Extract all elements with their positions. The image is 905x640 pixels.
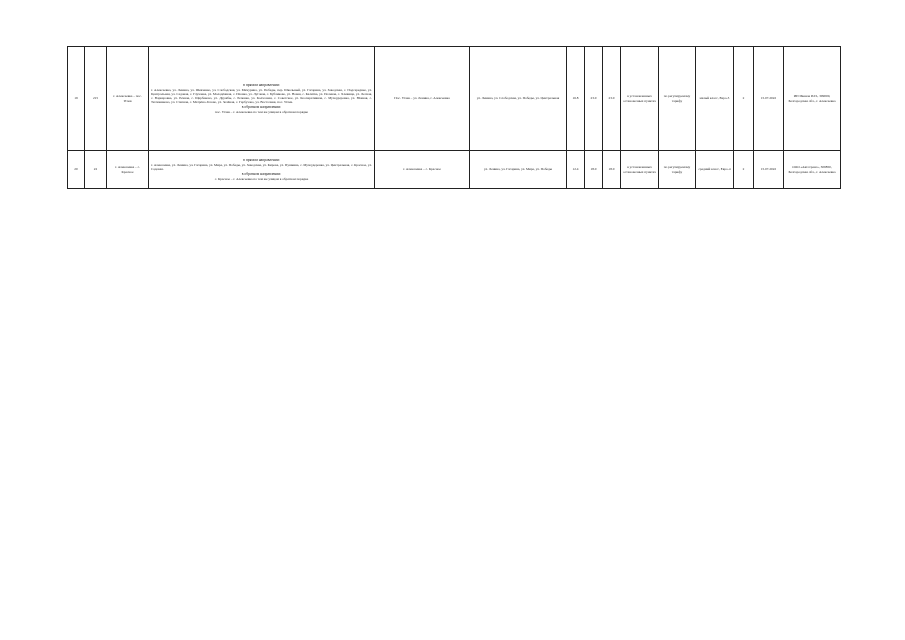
travel-time-forward: 18.0 — [585, 151, 603, 189]
vehicle-class: средний класс, Евро-4 — [696, 151, 734, 189]
route-path: г. Алексеевка, ул. Ленина, ул. Гагарина, ул. Мира, ул. Победы, ул. Заводская, ул. Кирова, ул. Пушкина, с. Мухоудеровка, ул. Центральная, с. Красное, ул. Садовая. — [151, 162, 372, 171]
vehicle-count: 2 — [734, 47, 754, 151]
registration-number: 215 — [85, 47, 107, 151]
route-description — [149, 47, 375, 151]
row-number: 19 — [68, 47, 85, 151]
table-row — [68, 151, 841, 189]
tariff-type: по регулируемому тарифу — [659, 47, 696, 151]
table-row — [68, 47, 841, 151]
tariff-type: по регулируемому тарифу — [659, 151, 696, 189]
registration-number: 22 — [85, 151, 107, 189]
registry-table — [67, 46, 841, 189]
start-date: 15.07.2022 — [754, 47, 784, 151]
street-list: ул. Ленина, ул. Гагарина, ул. Мира, ул. Победы — [470, 151, 567, 189]
row-number: 20 — [68, 151, 85, 189]
route-name: г. Алексеевка – с. Красное — [107, 151, 149, 189]
stop-procedure: в установленных остановочных пунктах — [621, 47, 659, 151]
direction-heading: в прямом направлении: — [243, 157, 280, 162]
carrier-info: ИП Иванов И.И., 309000, Белгородская обл., г. Алексеевка — [784, 47, 841, 151]
travel-time-return: 23.0 — [603, 47, 621, 151]
travel-time-forward: 23.0 — [585, 47, 603, 151]
street-list: ул. Ленина, ул. Слободская, ул. Победы, ул. Центральная — [470, 47, 567, 151]
return-direction-heading: в обратном направлении: — [241, 105, 282, 110]
route-path: г. Алексеевка, ул. Ленина, ул. Шевченко, ул. Слободская, ул. Мичурина, ул. Победы, пер. Школьный, ул. Гагарина, ул. Заводская, с. Подсереднее, ул. Центральная, ул. Садовая, с. Глуховка, ул. Молодёжная, с. Иловка, ул. Луговая, с. Бубликово, ул. Новая, с. Калитва, ул. Полевая, с. Хлевище, ул. Лесная, с. Варваровка, ул. Речная, с. Щербаково, ул. Дружбы, с. Репенка, ул. Колхозная, с. Советское, ул. Кооперативная, с. Мухоудеровка, ул. Южная, с. Тютюниково, ул. Степная, с. Матрёно-Гезово, ул. Зелёная, с. Гарбузово, ул. Восточная, пос. Углев. — [151, 87, 372, 105]
return-route-path: с. Красное – г. Алексеевка по тем же улицам в обратном порядке — [214, 177, 309, 182]
route-description — [149, 151, 375, 189]
route-name: г. Алексеевка – пос. Углев — [107, 47, 149, 151]
travel-time-return: 18.0 — [603, 151, 621, 189]
return-route-path: пос. Углев – г. Алексеевка по тем же улицам в обратном порядке — [214, 110, 309, 115]
vehicle-count: 2 — [734, 151, 754, 189]
route-length: 12.4 — [567, 151, 585, 189]
stop-procedure: в установленных остановочных пунктах — [621, 151, 659, 189]
vehicle-class: малый класс, Евро-3 — [696, 47, 734, 151]
route-length: 16.8 — [567, 47, 585, 151]
return-direction-heading: в обратном направлении: — [241, 172, 282, 177]
carrier-info: ООО «Автотранс», 309850, Белгородская обл., г. Алексеевка — [784, 151, 841, 189]
stop-list: Пос. Углев – ул. Ленина, г. Алексеевка — [375, 47, 470, 151]
direction-heading: в прямом направлении: — [243, 82, 280, 87]
stop-list: г. Алексеевка – с. Красное — [375, 151, 470, 189]
start-date: 15.07.2022 — [754, 151, 784, 189]
